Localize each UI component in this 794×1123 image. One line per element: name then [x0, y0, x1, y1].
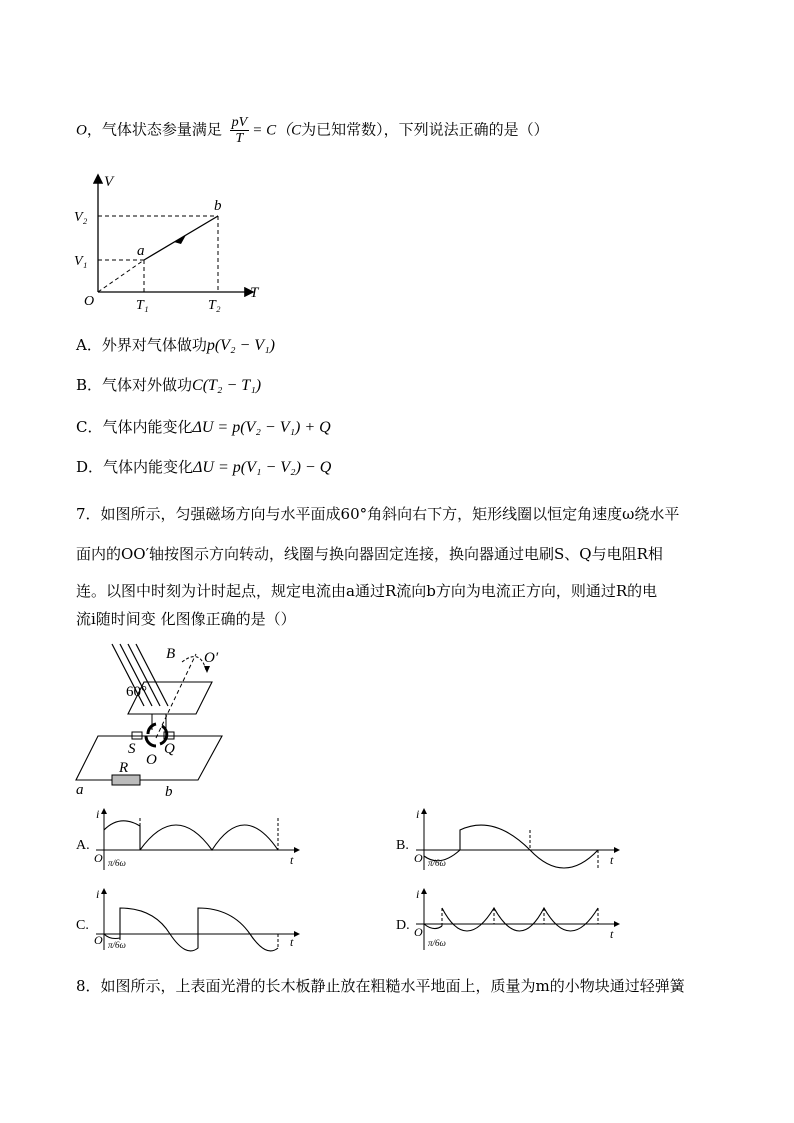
b-field-label: B — [166, 646, 176, 662]
terminal-a-label: a — [76, 782, 84, 798]
resistor-label: R — [119, 760, 129, 776]
plot-c — [74, 886, 304, 954]
q7-line2: 面内的OO′轴按图示方向转动，线圈与换向器固定连接，换向器通过电刷S、Q与电阻R相 — [76, 545, 663, 563]
option-c-expr: ΔU = p(V₂ − V₁) + Q — [192, 419, 331, 436]
q6-intro-eq: = C（ — [252, 122, 292, 139]
svg-text:i: i — [416, 887, 420, 901]
svg-text:i: i — [96, 887, 100, 901]
svg-text:π/6ω: π/6ω — [108, 858, 126, 868]
svg-text:O: O — [414, 851, 423, 865]
svg-text:t: t — [290, 935, 294, 949]
v-axis-label: V — [104, 174, 114, 190]
plot-c-label: C. — [76, 918, 89, 933]
q6-option-b[interactable]: B．气体对外做功C(T₂ − T₁) — [76, 376, 262, 394]
v1-label: V₁ — [74, 254, 88, 269]
plot-d-label: D. — [396, 918, 410, 933]
q7-line4: 流i随时间变 化图像正确的是（） — [76, 610, 296, 628]
option-b-expr: C(T₂ − T₁) — [192, 377, 262, 394]
axis-o-label: O — [146, 752, 157, 768]
brush-q-label: Q — [164, 741, 175, 757]
svg-text:O: O — [94, 933, 103, 947]
q6-fraction — [230, 115, 250, 146]
extension-line — [98, 260, 144, 292]
plot-a-curve — [104, 821, 278, 850]
option-a-expr: p(V₂ − V₁) — [206, 337, 275, 354]
q6-intro-tail: 为已知常数），下列说法正确的是（） — [301, 120, 549, 139]
svg-text:O: O — [414, 925, 423, 939]
o-prime-label: O′ — [204, 650, 219, 666]
svg-text:π/6ω: π/6ω — [108, 940, 126, 950]
process-arrow-icon — [174, 235, 186, 244]
plot-d-curve — [424, 908, 598, 931]
q6-option-a[interactable]: A．外界对气体做功p(V₂ − V₁) — [76, 336, 275, 354]
generator-figure — [70, 640, 250, 800]
q7-line3: 连。以图中时刻为计时起点，规定电流由a通过R流向b方向为电流正方向，则通过R的电 — [76, 582, 658, 600]
q6-intro-c: C — [291, 122, 302, 139]
resistor — [112, 775, 140, 785]
svg-text:π/6ω: π/6ω — [428, 858, 446, 868]
terminal-b-label: b — [165, 784, 173, 800]
q7-line1: 7．如图所示，匀强磁场方向与水平面成60°角斜向右下方，矩形线圈以恒定角速度ω绕水平 — [76, 505, 680, 523]
q8-line1: 8．如图所示，上表面光滑的长木板静止放在粗糙水平地面上，质量为m的小物块通过轻弹簧 — [76, 977, 685, 995]
point-b-label: b — [214, 198, 222, 214]
svg-text:π/6ω: π/6ω — [428, 938, 446, 948]
plot-a — [74, 806, 304, 874]
t2-label: T₂ — [208, 298, 221, 313]
vt-graph — [70, 170, 270, 315]
plot-b-curve — [424, 825, 598, 868]
angle-label: 60° — [126, 684, 147, 700]
t-axis-label: T — [250, 285, 259, 301]
point-a-label: a — [137, 243, 145, 259]
q6-intro-mid: ，气体状态参量满足 — [86, 120, 222, 139]
plot-b — [394, 806, 624, 874]
brush-s-label: S — [128, 741, 136, 757]
q6-intro-prefix: O — [76, 122, 87, 139]
plot-b-label: B. — [396, 838, 409, 853]
option-d-expr: ΔU = p(V₁ − V₂) − Q — [193, 459, 332, 476]
q6-option-c[interactable]: C．气体内能变化ΔU = p(V₂ − V₁) + Q — [76, 418, 331, 436]
plot-d — [394, 886, 624, 954]
svg-text:t: t — [610, 927, 614, 941]
svg-text:t: t — [290, 853, 294, 867]
svg-text:i: i — [96, 807, 100, 821]
q6-option-d[interactable]: D．气体内能变化ΔU = p(V₁ − V₂) − Q — [76, 458, 332, 476]
svg-text:O: O — [94, 851, 103, 865]
svg-text:t: t — [610, 853, 614, 867]
q6-frac-den: T — [235, 131, 244, 146]
plot-a-label: A. — [76, 838, 90, 853]
q6-intro — [76, 115, 549, 146]
origin-label: O — [84, 294, 95, 309]
t1-label: T₁ — [136, 298, 149, 313]
v2-label: V₂ — [74, 210, 88, 225]
svg-text:i: i — [416, 807, 420, 821]
plot-c-curve — [104, 908, 278, 951]
q6-frac-num: pV — [231, 115, 248, 130]
